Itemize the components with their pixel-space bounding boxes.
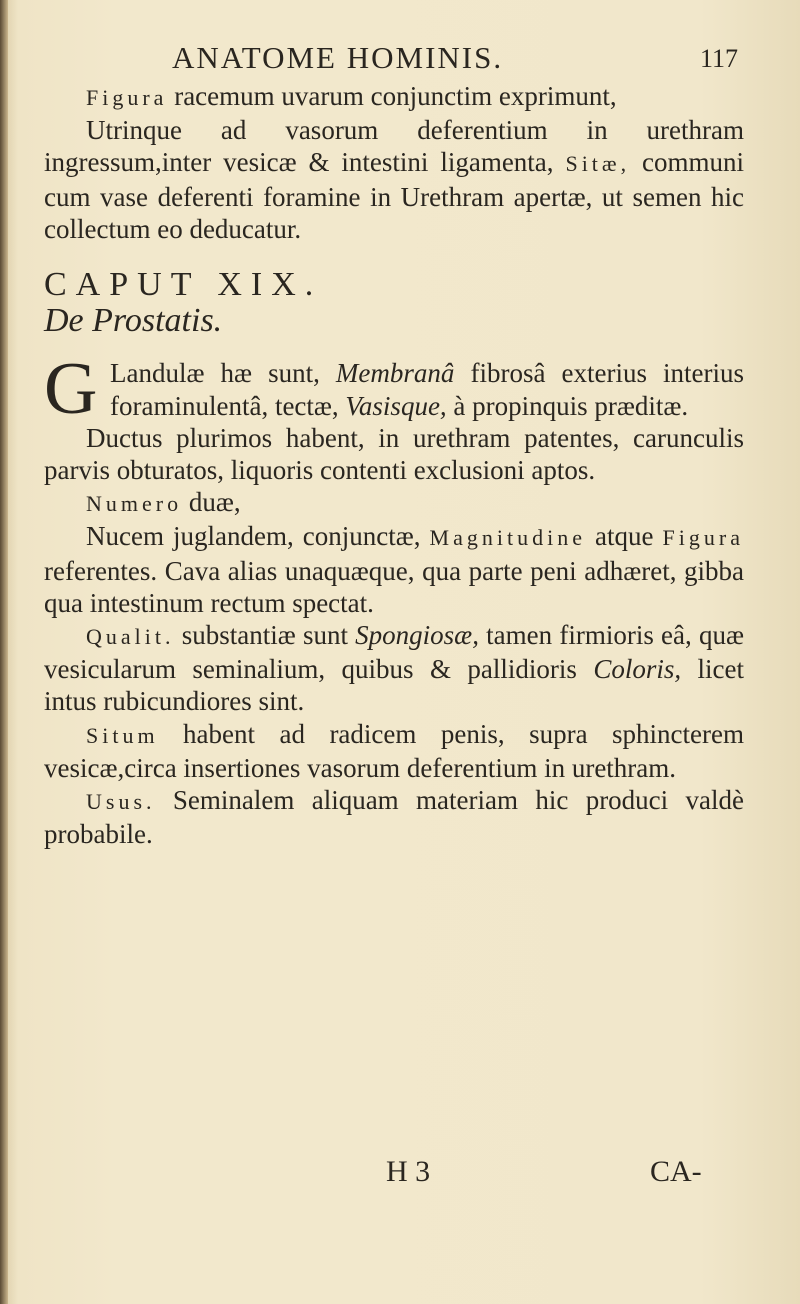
paragraph-text: Seminalem aliquam materiam hic produci valdè probabile. [44, 785, 744, 850]
italic-term: Vasisque, [345, 390, 447, 421]
paragraph-text: habent ad radicem penis, supra sphincterem vesicæ,circa insertiones vasorum deferentium in urethram. [44, 718, 744, 783]
signature-mark: H 3 [386, 1155, 431, 1188]
paragraph-figura [44, 80, 744, 114]
paragraph-nucem [44, 520, 744, 619]
page-number: 117 [700, 44, 739, 73]
paragraph-text: substantiæ sunt [174, 620, 356, 651]
page-gutter-shadow [0, 0, 8, 1304]
paragraph-text: Nucem juglandem, conjunctæ, [86, 521, 430, 552]
paragraph-text: referentes. Cava alias unaquæque, qua parte peni adhæret, gibba qua intestinum rectum spectat. [44, 555, 744, 618]
page-footer [0, 1155, 800, 1195]
italic-term: Spongiosæ, [355, 620, 479, 651]
paragraph-text: fibrosâ exterius interius foraminulentâ, tectæ, [110, 358, 744, 421]
catchword: CA- [650, 1155, 702, 1188]
italic-term: Membranâ [335, 358, 455, 389]
drop-cap: G [44, 348, 98, 431]
small-caps-term: Magnitudine [429, 525, 586, 551]
paragraph-text: racemum uvarum conjunctim exprimunt, [167, 81, 617, 111]
paragraph-text: à propinquis præditæ. [446, 390, 689, 421]
paragraph-ductus: Ductus plurimos habent, in urethram patentes, carunculis parvis obturatos, liquoris contenti exclusioni aptos. [44, 422, 744, 486]
small-caps-term: Figura [662, 525, 744, 551]
chapter-subheading: De Prostatis. [44, 302, 223, 340]
italic-term: Coloris, [593, 654, 682, 685]
paragraph-situm [44, 718, 744, 784]
running-title: ANATOME HOMINIS. [172, 40, 504, 75]
small-caps-term: Situm [86, 722, 159, 748]
small-caps-term: Qualit. [86, 624, 175, 650]
paragraph-text: duæ, [182, 487, 241, 518]
small-caps-term: Sitæ, [565, 151, 631, 177]
small-caps-term: Numero [86, 491, 183, 517]
paragraph-usus [44, 784, 744, 850]
paragraph-text: Utrinque ad vasorum deferentium in urethram ingressum,inter vesicæ & intestini ligamenta, [44, 115, 744, 178]
paragraph-qualit [44, 619, 744, 718]
small-caps-term: Usus. [86, 789, 156, 815]
paragraph-text: licet intus rubicundiores sint. [44, 654, 744, 717]
page-header [0, 40, 800, 84]
small-caps-term: Figura [86, 85, 168, 110]
paragraph-glandulae [44, 348, 744, 431]
page-body [44, 80, 744, 850]
paragraph-text: tamen firmioris eâ, quæ vesicularum seminalium, quibus & pallidioris [44, 620, 744, 685]
chapter-heading: CAPUT XIX. [44, 266, 323, 304]
paragraph-utrinque [44, 114, 744, 245]
paragraph-text: communi cum vase deferenti foramine in Urethram apertæ, ut semen hic collectum eo deducatur. [44, 147, 744, 244]
paragraph-text: Landulæ hæ sunt, [110, 358, 336, 389]
paragraph-text: atque [585, 521, 663, 552]
paragraph-numero [44, 486, 744, 520]
